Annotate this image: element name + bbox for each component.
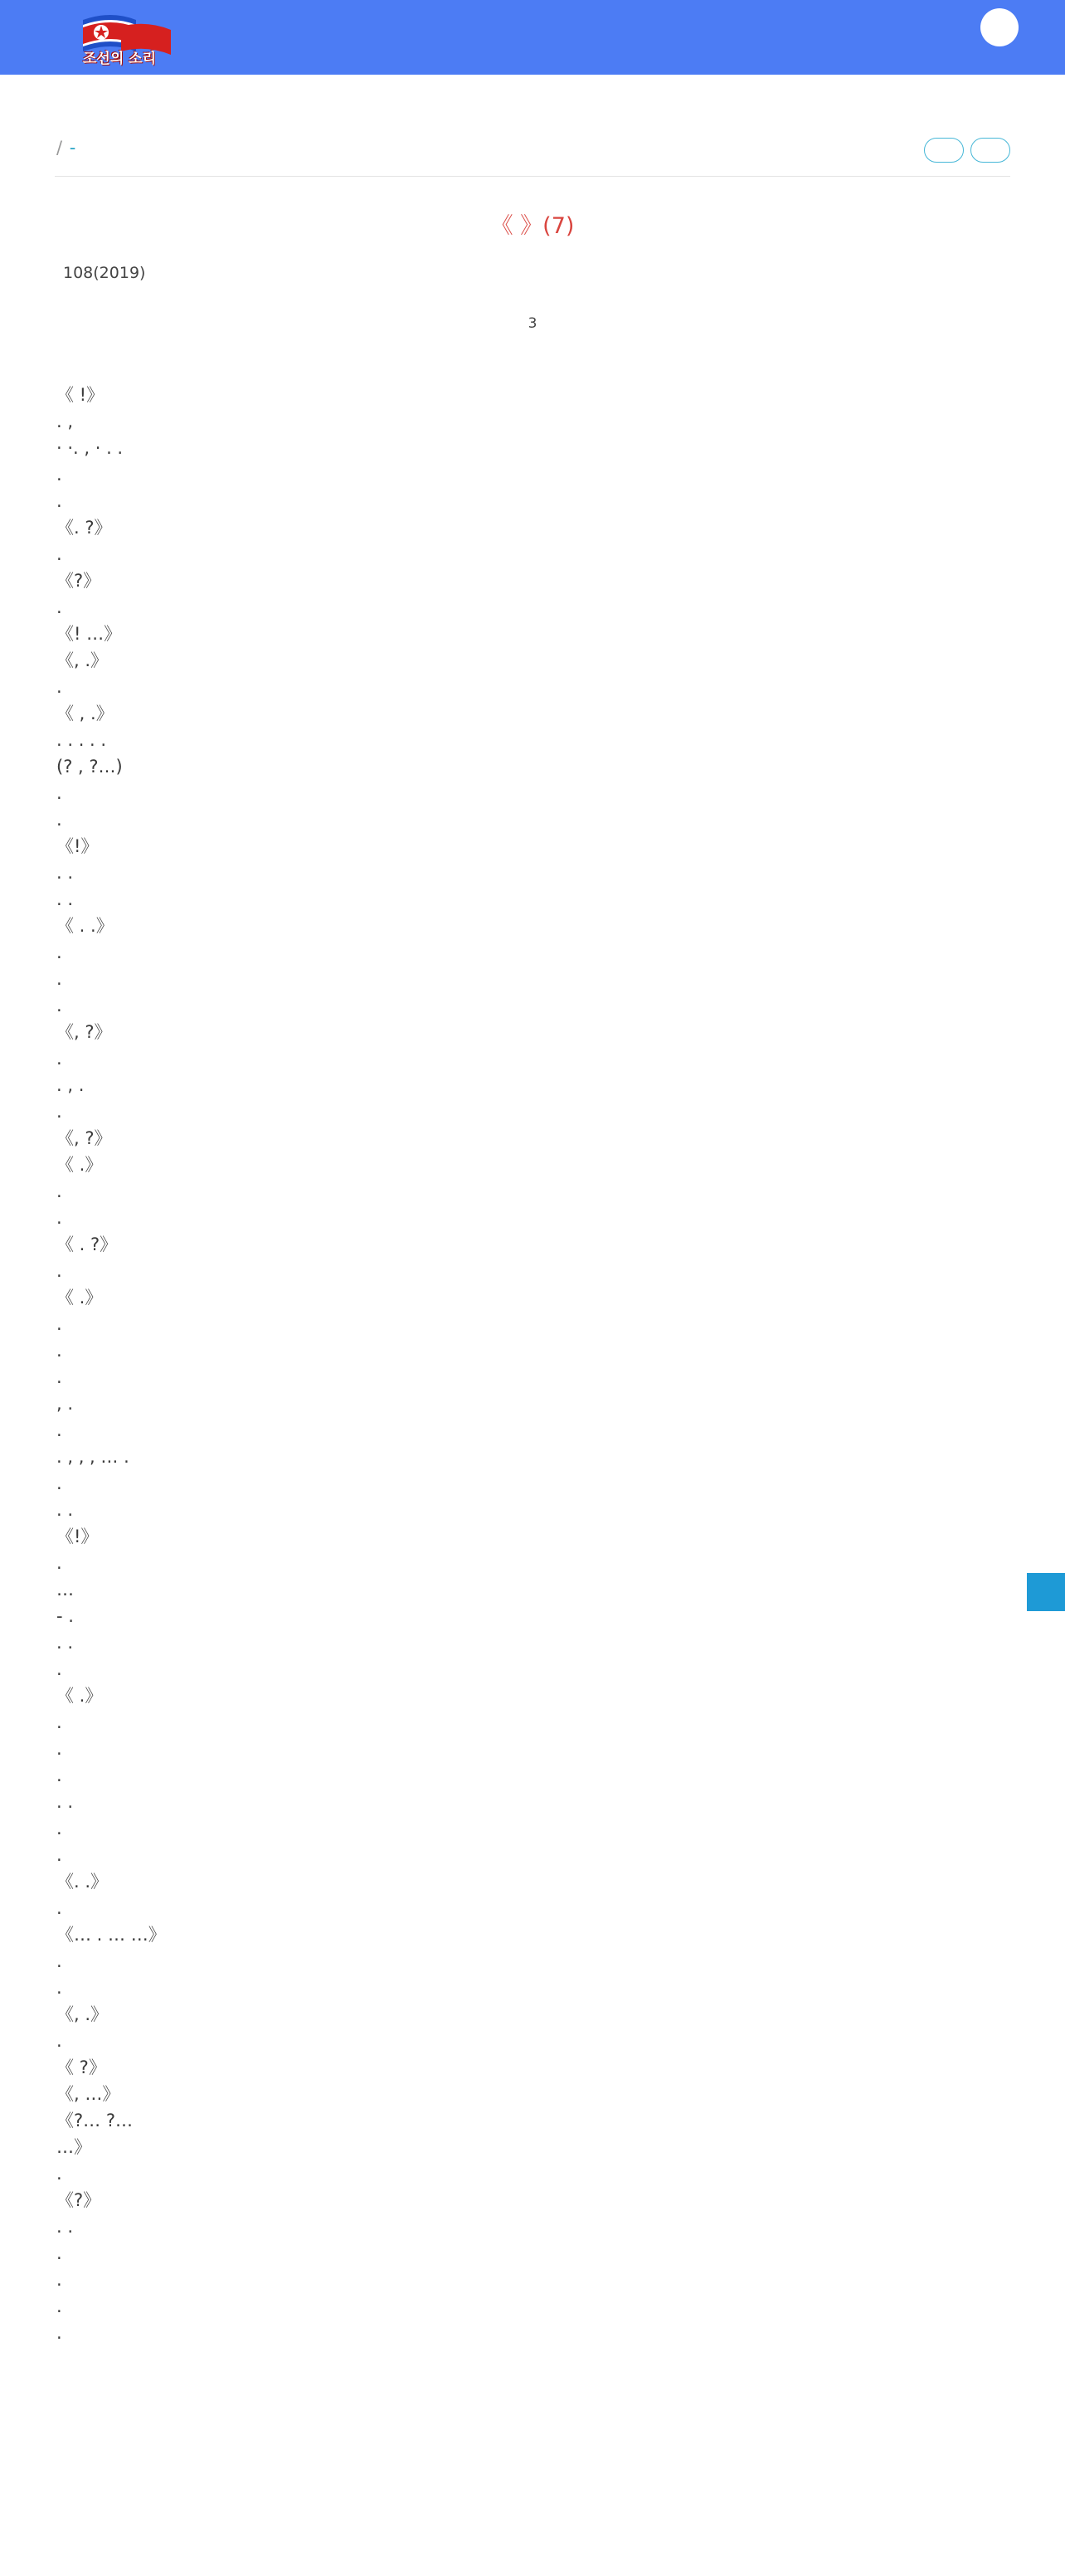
next-button[interactable] <box>970 138 1010 163</box>
article-paragraph: . <box>56 491 62 511</box>
article-paragraph: . <box>56 996 62 1015</box>
article-paragraph: . <box>56 544 62 564</box>
article-paragraph: . . . . . <box>56 730 107 750</box>
article-paragraph: . <box>56 2323 62 2343</box>
article-paragraph: . <box>56 1181 62 1201</box>
article-paragraph: 《 . .》 <box>56 916 114 936</box>
breadcrumb-separator: / <box>56 138 63 158</box>
article-paragraph: 《?》 <box>56 571 101 591</box>
article-paragraph: 《. ?》 <box>56 518 112 538</box>
article-meta: 108(2019) <box>63 264 146 282</box>
article-paragraph: . <box>56 1367 62 1387</box>
article-paragraph: . <box>56 465 62 485</box>
article-paragraph: … <box>56 1580 74 1600</box>
article-paragraph: . , . <box>56 1075 85 1095</box>
side-float-button[interactable] <box>1027 1573 1065 1611</box>
article-paragraph: . <box>56 1102 62 1122</box>
article-paragraph: . <box>56 1049 62 1069</box>
article-paragraph: . <box>56 2164 62 2184</box>
article-paragraph: . <box>56 1341 62 1361</box>
article-paragraph: . <box>56 1261 62 1281</box>
article-paragraph: . <box>56 969 62 989</box>
article-paragraph: (? , ?…) <box>56 757 123 777</box>
article-paragraph: . <box>56 1712 62 1732</box>
logo-text: 조선의 소리 <box>83 51 157 67</box>
article-paragraph: . <box>56 1739 62 1759</box>
article-paragraph: . <box>56 597 62 617</box>
page-number: 3 <box>528 315 537 332</box>
top-navigation-bar <box>0 0 1065 75</box>
article-paragraph: 《 . ?》 <box>56 1234 118 1254</box>
article-paragraph: . . <box>56 863 74 883</box>
article-paragraph: . <box>56 2031 62 2051</box>
article-paragraph: 《 .》 <box>56 1288 103 1307</box>
article-paragraph: . <box>56 1314 62 1334</box>
article-paragraph: . <box>56 1420 62 1440</box>
article-paragraph: 《! …》 <box>56 624 122 644</box>
article-paragraph: 《. .》 <box>56 1872 109 1892</box>
article-paragraph: . <box>56 810 62 830</box>
article-paragraph: 《 , .》 <box>56 704 114 723</box>
article-paragraph: . <box>56 1978 62 1998</box>
article-paragraph: , . <box>56 1394 74 1414</box>
article-paragraph: . . <box>56 1500 74 1520</box>
article-paragraph: . <box>56 1765 62 1785</box>
article-paragraph: …》 <box>56 2137 91 2157</box>
article-paragraph: . . <box>56 2217 74 2237</box>
article-paragraph: 《?》 <box>56 2190 101 2210</box>
article-paragraph: 《?… ?… <box>56 2111 133 2130</box>
article-paragraph: . <box>56 677 62 697</box>
article-paragraph: 《, ?》 <box>56 1128 112 1148</box>
prev-button[interactable] <box>924 138 964 163</box>
article-paragraph: 《!》 <box>56 836 99 856</box>
article-paragraph: . . <box>56 889 74 909</box>
article-paragraph: 《, .》 <box>56 2004 109 2024</box>
article-paragraph: 《 .》 <box>56 1686 103 1706</box>
article-paragraph: 《, .》 <box>56 650 109 670</box>
article-paragraph: . <box>56 2270 62 2290</box>
article-paragraph: 《, ?》 <box>56 1022 112 1042</box>
article-paragraph: . <box>56 1553 62 1573</box>
divider <box>55 176 1010 177</box>
article-paragraph: 《 .》 <box>56 1155 103 1175</box>
article-paragraph: . <box>56 2243 62 2263</box>
article-paragraph: . <box>56 942 62 962</box>
article-paragraph: 《… . … …》 <box>56 1925 166 1945</box>
menu-circle-button[interactable] <box>980 8 1019 46</box>
article-paragraph: . <box>56 1951 62 1971</box>
article-paragraph: . <box>56 1819 62 1838</box>
article-paragraph: . , , , … . <box>56 1447 129 1467</box>
article-paragraph: 《, …》 <box>56 2084 120 2104</box>
article-paragraph: . <box>56 1845 62 1865</box>
article-paragraph: 《!》 <box>56 1527 99 1546</box>
breadcrumb <box>55 138 75 158</box>
article-paragraph: . <box>56 1473 62 1493</box>
article-paragraph: . <box>56 1659 62 1679</box>
breadcrumb-section-link[interactable]: - <box>69 138 76 158</box>
article-paragraph: . <box>56 783 62 803</box>
article-title: 《 》(7) <box>490 213 575 239</box>
article-paragraph: 《 !》 <box>56 385 105 405</box>
article-paragraph: . <box>56 1208 62 1228</box>
article-paragraph: . <box>56 1898 62 1918</box>
article-paragraph: . <box>56 2296 62 2316</box>
article-body <box>56 382 1010 2346</box>
article-paragraph: . . <box>56 1792 74 1812</box>
article-paragraph: - . <box>56 1606 74 1626</box>
article-paragraph: . , <box>56 411 74 431</box>
article-paragraph: · ·. , · . . <box>56 438 124 458</box>
article-paragraph: 《 ?》 <box>56 2057 106 2077</box>
article-paragraph: . . <box>56 1633 74 1653</box>
